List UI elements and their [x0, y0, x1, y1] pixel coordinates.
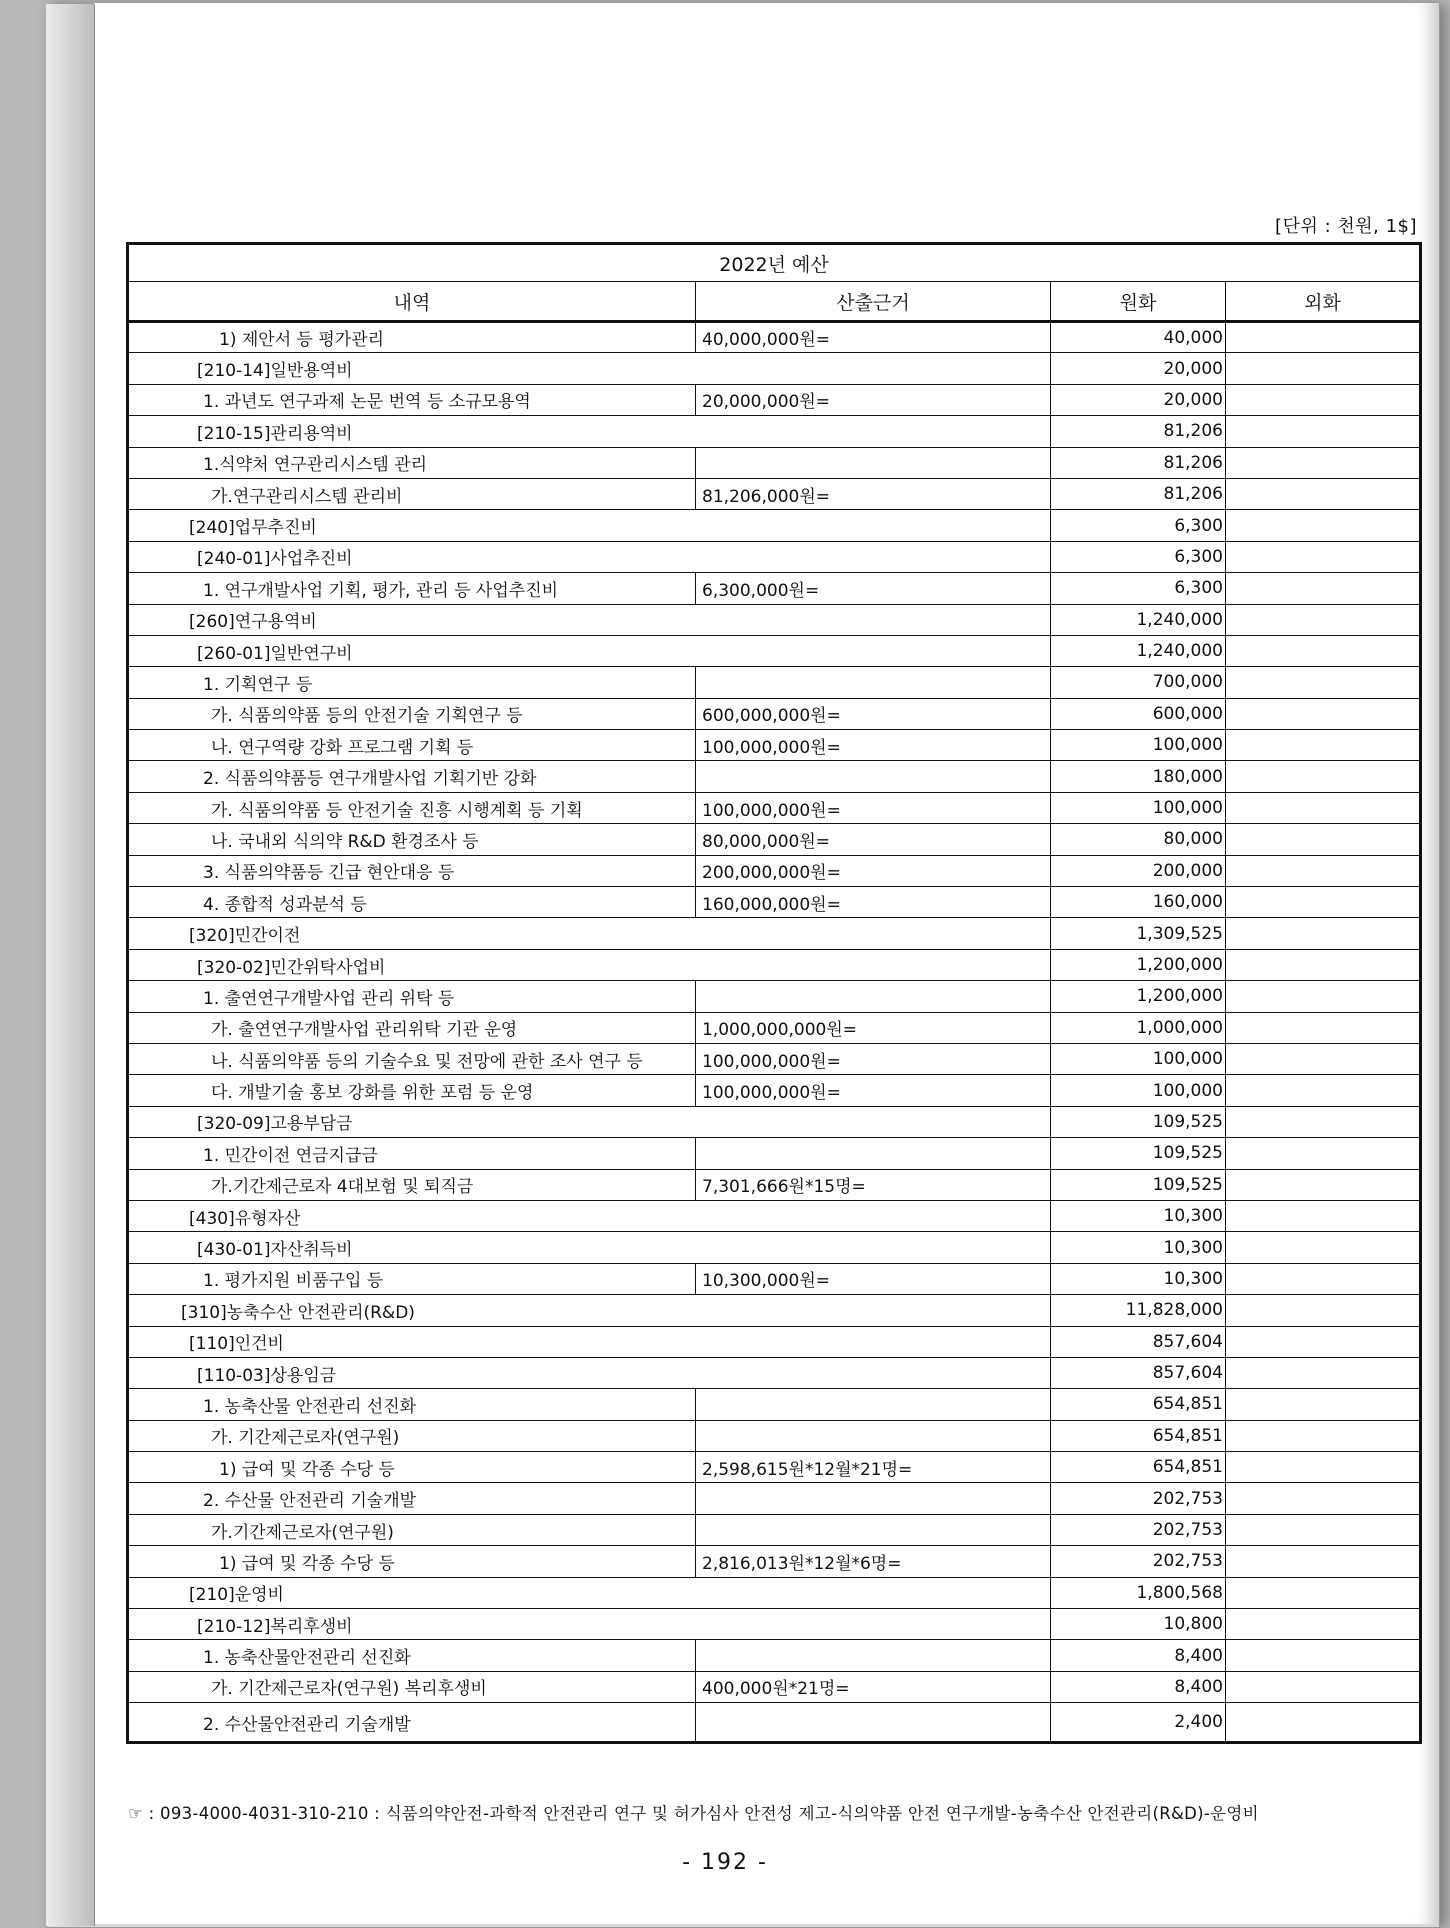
row-krw-amount: 6,300: [1051, 541, 1226, 572]
row-foreign-amount: [1226, 1671, 1421, 1702]
row-basis: 40,000,000원=: [696, 322, 1051, 353]
table-row: [128, 981, 1421, 1012]
row-basis: [696, 1483, 1051, 1514]
unit-note: [단위 : 천원, 1$]: [1275, 216, 1417, 237]
row-krw-amount: 202,753: [1051, 1483, 1226, 1514]
row-item-name: 1. 출연연구개발사업 관리 위탁 등: [128, 981, 696, 1012]
row-foreign-amount: [1226, 1138, 1421, 1169]
page-number: - 192 -: [682, 1850, 768, 1875]
row-item-name: [320]민간이전: [128, 918, 1051, 949]
table-row: [128, 1546, 1421, 1577]
table-row: [128, 1483, 1421, 1514]
row-krw-amount: 40,000: [1051, 322, 1226, 353]
table-row: [128, 1389, 1421, 1420]
table-row: [128, 949, 1421, 980]
book-spine: [46, 4, 95, 1926]
row-item-name: 1. 평가지원 비품구입 등: [128, 1263, 696, 1294]
table-row: [128, 1169, 1421, 1200]
table-row: [128, 918, 1421, 949]
row-krw-amount: 200,000: [1051, 855, 1226, 886]
table-body: [128, 322, 1421, 1743]
table-row: [128, 1106, 1421, 1137]
row-foreign-amount: [1226, 1263, 1421, 1294]
table-row: [128, 1577, 1421, 1608]
col-header-basis: 산출근거: [696, 282, 1051, 322]
row-krw-amount: 100,000: [1051, 1043, 1226, 1074]
row-krw-amount: 10,300: [1051, 1232, 1226, 1263]
row-krw-amount: 100,000: [1051, 792, 1226, 823]
row-krw-amount: 80,000: [1051, 824, 1226, 855]
row-foreign-amount: [1226, 353, 1421, 384]
row-item-name: [210]운영비: [128, 1577, 1051, 1608]
table-row: [128, 1263, 1421, 1294]
row-foreign-amount: [1226, 667, 1421, 698]
row-basis: 600,000,000원=: [696, 698, 1051, 729]
row-foreign-amount: [1226, 322, 1421, 353]
row-foreign-amount: [1226, 1577, 1421, 1608]
row-foreign-amount: [1226, 573, 1421, 604]
row-basis: 160,000,000원=: [696, 887, 1051, 918]
table-row: [128, 510, 1421, 541]
table-row: [128, 1703, 1421, 1743]
row-foreign-amount: [1226, 1295, 1421, 1326]
row-krw-amount: 10,800: [1051, 1609, 1226, 1640]
row-foreign-amount: [1226, 855, 1421, 886]
row-krw-amount: 109,525: [1051, 1169, 1226, 1200]
row-item-name: [210-14]일반용역비: [128, 353, 1051, 384]
row-item-name: 1. 기획연구 등: [128, 667, 696, 698]
table-row: [128, 1420, 1421, 1451]
table-row: [128, 322, 1421, 353]
row-foreign-amount: [1226, 792, 1421, 823]
row-item-name: 나. 식품의약품 등의 기술수요 및 전망에 관한 조사 연구 등: [128, 1043, 696, 1074]
table-row: [128, 1514, 1421, 1545]
row-foreign-amount: [1226, 1483, 1421, 1514]
row-basis: [696, 761, 1051, 792]
row-item-name: [260]연구용역비: [128, 604, 1051, 635]
row-foreign-amount: [1226, 1703, 1421, 1743]
row-basis: 100,000,000원=: [696, 730, 1051, 761]
row-foreign-amount: [1226, 1420, 1421, 1451]
row-krw-amount: 20,000: [1051, 353, 1226, 384]
row-foreign-amount: [1226, 1012, 1421, 1043]
row-basis: 100,000,000원=: [696, 1043, 1051, 1074]
row-krw-amount: 11,828,000: [1051, 1295, 1226, 1326]
row-krw-amount: 1,240,000: [1051, 604, 1226, 635]
row-krw-amount: 180,000: [1051, 761, 1226, 792]
row-item-name: 1) 제안서 등 평가관리: [128, 322, 696, 353]
row-krw-amount: 6,300: [1051, 510, 1226, 541]
row-item-name: 2. 수산물안전관리 기술개발: [128, 1703, 696, 1743]
row-foreign-amount: [1226, 1169, 1421, 1200]
col-header-item: 내역: [128, 282, 696, 322]
table-row: [128, 730, 1421, 761]
table-row: [128, 1138, 1421, 1169]
row-foreign-amount: [1226, 824, 1421, 855]
row-krw-amount: 100,000: [1051, 1075, 1226, 1106]
row-krw-amount: 2,400: [1051, 1703, 1226, 1743]
row-basis: 80,000,000원=: [696, 824, 1051, 855]
row-item-name: 1. 연구개발사업 기획, 평가, 관리 등 사업추진비: [128, 573, 696, 604]
table-row: [128, 1075, 1421, 1106]
table-row: [128, 1609, 1421, 1640]
row-item-name: 나. 연구역량 강화 프로그램 기획 등: [128, 730, 696, 761]
row-item-name: 2. 수산물 안전관리 기술개발: [128, 1483, 696, 1514]
row-foreign-amount: [1226, 1357, 1421, 1388]
row-basis: 81,206,000원=: [696, 478, 1051, 509]
row-krw-amount: 8,400: [1051, 1671, 1226, 1702]
row-foreign-amount: [1226, 887, 1421, 918]
row-item-name: 1.식약처 연구관리시스템 관리: [128, 447, 696, 478]
row-krw-amount: 20,000: [1051, 384, 1226, 415]
table-row: [128, 698, 1421, 729]
row-foreign-amount: [1226, 1232, 1421, 1263]
row-item-name: 4. 종합적 성과분석 등: [128, 887, 696, 918]
row-item-name: 가. 식품의약품 등의 안전기술 기획연구 등: [128, 698, 696, 729]
row-foreign-amount: [1226, 604, 1421, 635]
row-foreign-amount: [1226, 1075, 1421, 1106]
row-foreign-amount: [1226, 949, 1421, 980]
row-basis: [696, 1703, 1051, 1743]
row-item-name: [310]농축수산 안전관리(R&D): [128, 1295, 1051, 1326]
row-krw-amount: 202,753: [1051, 1514, 1226, 1545]
row-foreign-amount: [1226, 416, 1421, 447]
table-row: [128, 761, 1421, 792]
row-basis: 2,598,615원*12월*21명=: [696, 1452, 1051, 1483]
row-krw-amount: 6,300: [1051, 573, 1226, 604]
row-krw-amount: 10,300: [1051, 1263, 1226, 1294]
row-krw-amount: 654,851: [1051, 1389, 1226, 1420]
table-row: [128, 1326, 1421, 1357]
table-row: [128, 792, 1421, 823]
row-krw-amount: 160,000: [1051, 887, 1226, 918]
row-krw-amount: 857,604: [1051, 1357, 1226, 1388]
row-item-name: 1) 급여 및 각종 수당 등: [128, 1546, 696, 1577]
row-item-name: 3. 식품의약품등 긴급 현안대응 등: [128, 855, 696, 886]
row-foreign-amount: [1226, 1640, 1421, 1671]
row-krw-amount: 1,800,568: [1051, 1577, 1226, 1608]
row-item-name: [260-01]일반연구비: [128, 635, 1051, 666]
budget-table: [126, 242, 1422, 1744]
row-krw-amount: 10,300: [1051, 1200, 1226, 1231]
table-row: [128, 824, 1421, 855]
table-row: [128, 604, 1421, 635]
row-krw-amount: 8,400: [1051, 1640, 1226, 1671]
row-foreign-amount: [1226, 981, 1421, 1012]
table-row: [128, 667, 1421, 698]
row-basis: [696, 1514, 1051, 1545]
row-foreign-amount: [1226, 1452, 1421, 1483]
row-item-name: 다. 개발기술 홍보 강화를 위한 포럼 등 운영: [128, 1075, 696, 1106]
row-item-name: [320-02]민간위탁사업비: [128, 949, 1051, 980]
row-foreign-amount: [1226, 761, 1421, 792]
row-foreign-amount: [1226, 510, 1421, 541]
table-row: [128, 1357, 1421, 1388]
row-basis: 100,000,000원=: [696, 1075, 1051, 1106]
table-row: [128, 1671, 1421, 1702]
row-item-name: [320-09]고용부담금: [128, 1106, 1051, 1137]
row-krw-amount: 1,240,000: [1051, 635, 1226, 666]
row-basis: [696, 667, 1051, 698]
table-row: [128, 384, 1421, 415]
row-foreign-amount: [1226, 1514, 1421, 1545]
row-krw-amount: 654,851: [1051, 1420, 1226, 1451]
row-basis: 100,000,000원=: [696, 792, 1051, 823]
table-row: [128, 447, 1421, 478]
row-item-name: 1. 민간이전 연금지급금: [128, 1138, 696, 1169]
row-basis: 200,000,000원=: [696, 855, 1051, 886]
row-item-name: 1. 농축산물안전관리 선진화: [128, 1640, 696, 1671]
table-row: [128, 1012, 1421, 1043]
row-krw-amount: 1,200,000: [1051, 949, 1226, 980]
row-item-name: [240]업무추진비: [128, 510, 1051, 541]
row-krw-amount: 100,000: [1051, 730, 1226, 761]
year-header: 2022년 예산: [128, 244, 1421, 282]
row-foreign-amount: [1226, 1609, 1421, 1640]
table-row: [128, 855, 1421, 886]
row-item-name: [210-15]관리용역비: [128, 416, 1051, 447]
table-row: [128, 1640, 1421, 1671]
row-krw-amount: 857,604: [1051, 1326, 1226, 1357]
table-row: [128, 353, 1421, 384]
table-row: [128, 1295, 1421, 1326]
row-item-name: 가.연구관리시스템 관리비: [128, 478, 696, 509]
row-foreign-amount: [1226, 698, 1421, 729]
row-basis: 6,300,000원=: [696, 573, 1051, 604]
row-foreign-amount: [1226, 478, 1421, 509]
row-item-name: 나. 국내외 식의약 R&D 환경조사 등: [128, 824, 696, 855]
row-foreign-amount: [1226, 730, 1421, 761]
row-item-name: [240-01]사업추진비: [128, 541, 1051, 572]
row-krw-amount: 1,000,000: [1051, 1012, 1226, 1043]
row-krw-amount: 81,206: [1051, 416, 1226, 447]
row-basis: 20,000,000원=: [696, 384, 1051, 415]
row-basis: 2,816,013원*12월*6명=: [696, 1546, 1051, 1577]
row-basis: [696, 1640, 1051, 1671]
row-krw-amount: 1,309,525: [1051, 918, 1226, 949]
row-basis: 400,000원*21명=: [696, 1671, 1051, 1702]
row-krw-amount: 700,000: [1051, 667, 1226, 698]
row-krw-amount: 109,525: [1051, 1138, 1226, 1169]
row-basis: [696, 1420, 1051, 1451]
row-item-name: 1. 농축산물 안전관리 선진화: [128, 1389, 696, 1420]
row-foreign-amount: [1226, 1106, 1421, 1137]
row-basis: 7,301,666원*15명=: [696, 1169, 1051, 1200]
row-item-name: 가. 식품의약품 등 안전기술 진흥 시행계획 등 기획: [128, 792, 696, 823]
row-krw-amount: 81,206: [1051, 447, 1226, 478]
table-row: [128, 541, 1421, 572]
row-foreign-amount: [1226, 541, 1421, 572]
row-krw-amount: 81,206: [1051, 478, 1226, 509]
table-row: [128, 416, 1421, 447]
row-basis: [696, 1138, 1051, 1169]
row-item-name: 가.기간제근로자 4대보험 및 퇴직금: [128, 1169, 696, 1200]
row-krw-amount: 654,851: [1051, 1452, 1226, 1483]
row-foreign-amount: [1226, 918, 1421, 949]
row-krw-amount: 1,200,000: [1051, 981, 1226, 1012]
row-krw-amount: 109,525: [1051, 1106, 1226, 1137]
row-item-name: [430-01]자산취득비: [128, 1232, 1051, 1263]
row-item-name: 가. 기간제근로자(연구원) 복리후생비: [128, 1671, 696, 1702]
table-row: [128, 887, 1421, 918]
table-row: [128, 1200, 1421, 1231]
row-basis: [696, 981, 1051, 1012]
table-row: [128, 478, 1421, 509]
table-row: [128, 1043, 1421, 1074]
row-foreign-amount: [1226, 635, 1421, 666]
col-header-krw: 원화: [1051, 282, 1226, 322]
row-item-name: [430]유형자산: [128, 1200, 1051, 1231]
row-krw-amount: 202,753: [1051, 1546, 1226, 1577]
row-foreign-amount: [1226, 1326, 1421, 1357]
row-item-name: [110-03]상용임금: [128, 1357, 1051, 1388]
row-foreign-amount: [1226, 1546, 1421, 1577]
row-basis: 10,300,000원=: [696, 1263, 1051, 1294]
row-item-name: [210-12]복리후생비: [128, 1609, 1051, 1640]
col-header-foreign: 외화: [1226, 282, 1421, 322]
row-foreign-amount: [1226, 1200, 1421, 1231]
row-foreign-amount: [1226, 447, 1421, 478]
table-row: [128, 1452, 1421, 1483]
row-foreign-amount: [1226, 384, 1421, 415]
table-row: [128, 1232, 1421, 1263]
footnote: ☞ : 093-4000-4031-310-210 : 식품의약안전-과학적 안전관리 연구 및 허가심사 안전성 제고-식의약품 안전 연구개발-농축수산 안전관리(R&D)-운영비: [128, 1804, 1259, 1823]
table-row: [128, 635, 1421, 666]
row-basis: [696, 447, 1051, 478]
row-foreign-amount: [1226, 1043, 1421, 1074]
row-basis: 1,000,000,000원=: [696, 1012, 1051, 1043]
row-item-name: 1. 과년도 연구과제 논문 번역 등 소규모용역: [128, 384, 696, 415]
row-krw-amount: 600,000: [1051, 698, 1226, 729]
row-basis: [696, 1389, 1051, 1420]
row-item-name: 가. 기간제근로자(연구원): [128, 1420, 696, 1451]
row-foreign-amount: [1226, 1389, 1421, 1420]
row-item-name: [110]인건비: [128, 1326, 1051, 1357]
row-item-name: 1) 급여 및 각종 수당 등: [128, 1452, 696, 1483]
row-item-name: 가.기간제근로자(연구원): [128, 1514, 696, 1545]
row-item-name: 2. 식품의약품등 연구개발사업 기획기반 강화: [128, 761, 696, 792]
table-row: [128, 573, 1421, 604]
row-item-name: 가. 출연연구개발사업 관리위탁 기관 운영: [128, 1012, 696, 1043]
